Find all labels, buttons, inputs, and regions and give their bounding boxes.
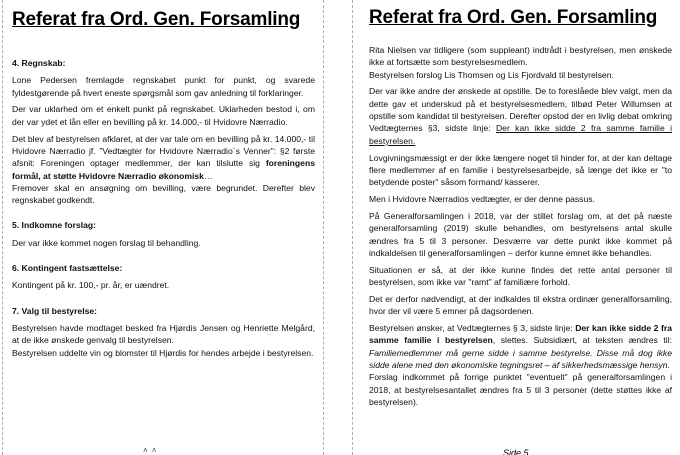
paragraph: Lone Pedersen fremlagde regnskabet punkt for punkt, og svarede fyldestgørende på hvert eneste spørgsmål som gav anledning til forklaringer. [12, 75, 315, 98]
section-heading-regnskab: 4. Regnskab: [12, 58, 66, 68]
paragraph: Bestyrelsen uddelte vin og blomster til Hjørdis for hendes arbejde i bestyrelsen. [12, 347, 314, 358]
page-left [2, 0, 324, 455]
page-content-left [12, 57, 315, 359]
paragraph: Der var uklarhed om et enkelt punkt på regnskabet. Uklarheden bestod i, om der var ydet et lån eller en bevilling på kr. 14.000,- til Hvidovre Nærradio. [12, 104, 315, 127]
page-gap [326, 0, 350, 455]
paragraph: Forslag indkommet på forrige punktet "eventuelt" på generalforsamlingen i 2018, at bestyrelsesantallet ændres fra 5 til 3 personer (dette støttes ikke af bestyrelsen). [369, 372, 672, 407]
paragraph: Bestyrelsen ønsker, at Vedtægternes § 3, sidste linje: Der kan ikke sidde 2 fra samme familie i bestyrelsen, slettes. Subsidiært, at teksten ændres til: Familiemedlemmer må gerne sidde i samme bestyrelse. Disse må dog ikke sidde alene med den økonomiske tegningsret – af sikkerhedsmæssige hensyn. [369, 323, 672, 370]
page-title-left: Referat fra Ord. Gen. Forsamling [12, 9, 301, 30]
paragraph: Der var ikke kommet nogen forslag til behandling. [12, 237, 201, 248]
paragraph: Bestyrelsen havde modtaget besked fra Hjørdis Jensen og Henriette Melgård, at de ikke ønskede genvalg til bestyrelsen. [12, 322, 315, 346]
page-number: Side 5 [503, 448, 529, 455]
section-heading-kontingent: 6. Kontingent fastsættelse: [12, 263, 123, 274]
paragraph: Kontingent på kr. 100,- pr. år, er uændret. [12, 280, 170, 291]
paragraph: Rita Nielsen var tidligere (som suppleant) indtrådt i bestyrelsen, men ønskede ikke at fortsætte som bestyrelsesmedlem. [369, 45, 672, 68]
paragraph: Det er derfor nødvendigt, at der indkaldes til ekstra ordinær generalforsamling, hvor der vil være 5 emner på dagsordenen. [369, 293, 672, 317]
paragraph: På Generalforsamlingen i 2018, var der stillet forslag om, at det på næste generalforsamling (2019) skulle behandles, om bestyrelsens antal skulle ændres fra 5 til 3 personer. Desværre var dette punkt ikke kommet på indkaldelsen til generalforsamlingen – derfor kunne emnet ikke behandles. [369, 210, 672, 258]
paragraph: Bestyrelsen forslog Lis Thomsen og Lis Fjordvald til bestyrelsen. [369, 69, 614, 80]
paragraph: Det blev af bestyrelsen afklaret, at der var tale om en bevilling på kr. 14.000,- til Hvidovre Nærradio jf. "Vedtægter for Hvidovre Nærradio´s Venner": §2 første afsnit: Foreningen optager medlemmer, der kan tilslutte sig foreningens formål, at støtte Hvidovre Nærradio økonomisk… [12, 133, 315, 181]
paragraph: Fremover skal en ansøgning om bevilling, være begrundet. Derefter blev regnskabet godkendt. [12, 182, 315, 206]
paragraph: Situationen er så, at der ikke kunne findes det rette antal personer til bestyrelsen, som ikke var "ramt" af familiære forhold. [369, 264, 672, 288]
section-heading-valg: 7. Valg til bestyrelse: [12, 305, 98, 316]
section-heading-forslag: 5. Indkomne forslag: [12, 220, 97, 231]
page-title-right: Referat fra Ord. Gen. Forsamling [369, 7, 658, 28]
paragraph: Men i Hvidovre Nærradios vedtægter, er der denne passus. [369, 194, 595, 205]
page-content-right [369, 44, 672, 408]
page-right [352, 0, 678, 455]
paragraph: Lovgivningsmæssigt er der ikke længere noget til hinder for, at der kan deltage flere medlemmer af en familie i bestyrelsesarbejde, så længe det ikke er "to betydende poster" såsom formand/ kasserer. [369, 152, 672, 188]
page-break-marker: ˄ ˄ [143, 446, 158, 455]
paragraph: Der var ikke andre der ønskede at opstille. De to foreslåede blev valgt, men da dette gav et underskud på et bestyrelsesmedlem, tilbød Peter Willumsen at opstille som kandidat til bestyrelsen. Derefter opstod der en livlig debat omkring Vedtægternes §3, sidste linje: Der kan ikke sidde 2 fra samme familie i bestyrelsen. [369, 86, 672, 146]
